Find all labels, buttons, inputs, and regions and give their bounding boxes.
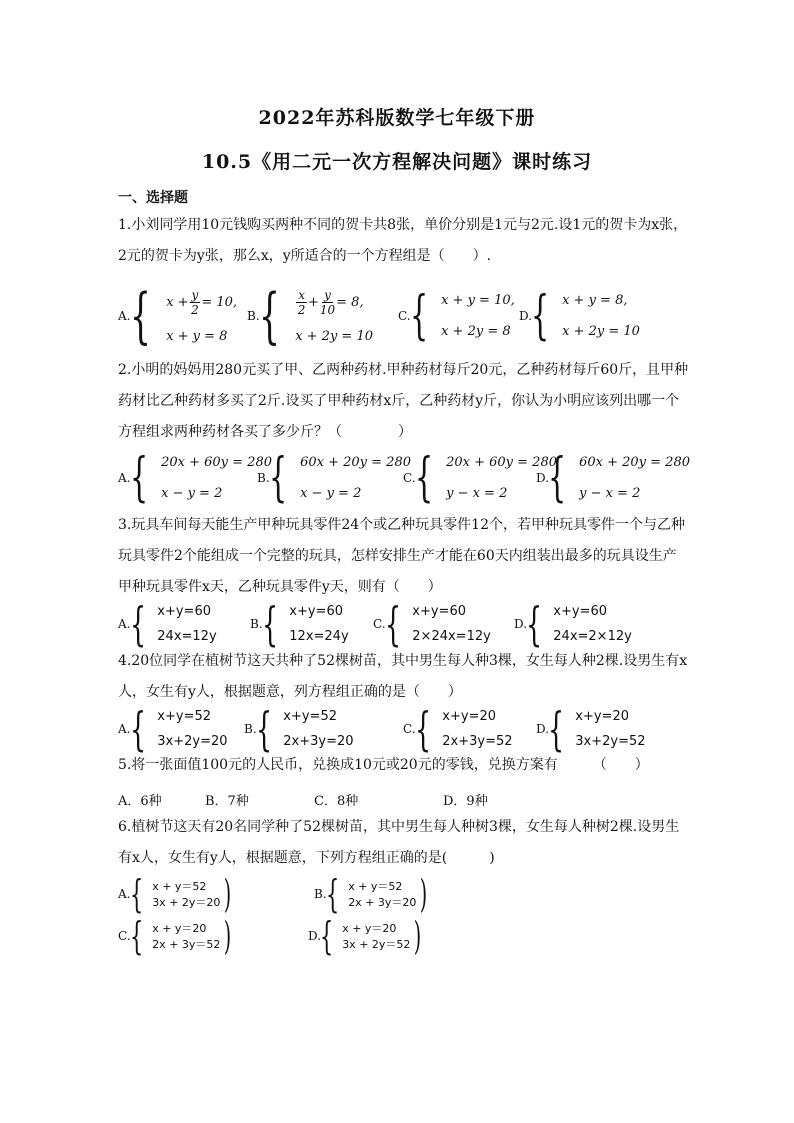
option-label: A. bbox=[118, 471, 131, 485]
question-5-options bbox=[118, 790, 518, 810]
question-3-options bbox=[118, 597, 638, 651]
option-label: A. bbox=[118, 887, 131, 901]
brace-icon: { bbox=[130, 702, 147, 756]
brace-icon: { bbox=[256, 702, 273, 756]
option-label: D. bbox=[536, 471, 550, 485]
paren-icon: ) bbox=[224, 872, 232, 916]
brace-icon: { bbox=[320, 914, 334, 958]
question-2-text: 2.小明的妈妈用280元买了甲、乙两种药材.甲种药材每斤20元，乙种药材每斤60斤，且甲种药材比乙种药材多买了2斤.设买了甲种药材x斤，乙种药材y斤，你认为小明应该列出哪一个方程组求两种药材各买了多少斤？（ ） bbox=[118, 362, 689, 440]
q4-option-a[interactable]: A. { x+y=52 3x+2y=20 bbox=[118, 702, 228, 756]
option-label: C. bbox=[403, 471, 416, 485]
q3-option-a[interactable]: A. { x+y=60 24x=12y bbox=[118, 597, 217, 651]
question-5-text: 5.将一张面值100元的人民币，兑换成10元或20元的零钱，兑换方案有 （ ） bbox=[118, 757, 649, 773]
q4-option-c[interactable]: C. { x+y=20 2x+3y=52 bbox=[403, 702, 513, 756]
brace-icon: { bbox=[130, 872, 144, 916]
brace-icon: { bbox=[269, 448, 288, 508]
q6-option-b[interactable]: B. { x + y＝52 2x + 3y＝20 ) bbox=[314, 872, 428, 916]
q6-option-c[interactable]: C. { x + y＝20 2x + 3y＝52 ) bbox=[118, 914, 232, 958]
q5-option-d[interactable]: D．9种 bbox=[443, 794, 488, 809]
brace-icon: { bbox=[130, 597, 147, 651]
brace-icon: { bbox=[130, 914, 144, 958]
brace-icon: { bbox=[531, 286, 550, 346]
brace-icon: { bbox=[385, 597, 402, 651]
option-label: D. bbox=[536, 722, 550, 736]
option-label: A. bbox=[118, 309, 131, 323]
q2-option-b[interactable]: B. { 60x + 20y = 280 x − y = 2 bbox=[257, 448, 411, 508]
brace-icon: { bbox=[410, 286, 429, 346]
question-1-text: 1.小刘同学用10元钱购买两种不同的贺卡共8张，单价分别是1元与2元.设1元的贺卡为x张，2元的贺卡为y张，那么x，y所适合的一个方程组是（ ）. bbox=[118, 217, 688, 264]
brace-icon: { bbox=[259, 281, 281, 351]
q2-option-a[interactable]: A. { 20x + 60y = 280 x − y = 2 bbox=[118, 448, 272, 508]
q5-option-c[interactable]: C．8种 bbox=[314, 794, 359, 809]
brace-icon: { bbox=[130, 448, 149, 508]
question-4-options bbox=[118, 702, 646, 756]
paren-icon: ) bbox=[420, 872, 428, 916]
option-label: C. bbox=[403, 722, 416, 736]
q5-option-b[interactable]: B．7种 bbox=[205, 794, 249, 809]
brace-icon: { bbox=[326, 872, 340, 916]
q1-option-c[interactable]: C. { x + y = 10, x + 2y = 8 bbox=[398, 286, 515, 346]
brace-icon: { bbox=[548, 702, 565, 756]
option-label: B. bbox=[257, 471, 270, 485]
question-3-text: 3.玩具车间每天能生产甲种玩具零件24个或乙种玩具零件12个，若甲种玩具零件一个与乙种玩具零件2个能组成一个完整的玩具，怎样安排生产才能在60天内组装出最多的玩具设生产甲种玩具零件x天，乙种玩具零件y天，则有（ ） bbox=[118, 517, 685, 595]
page-subtitle: 10.5《用二元一次方程解决问题》课时练习 bbox=[201, 151, 593, 173]
question-1-options bbox=[118, 281, 678, 351]
q2-option-d[interactable]: D. { 60x + 20y = 280 y − x = 2 bbox=[536, 448, 690, 508]
brace-icon: { bbox=[130, 281, 152, 351]
question-6-text: 6.植树节这天有20名同学种了52棵树苗，其中男生每人种树3棵，女生每人种树2棵.设男生有x人，女生有y人，根据题意，下列方程组正确的是( ) bbox=[118, 819, 680, 866]
option-label: C. bbox=[373, 617, 386, 631]
option-label: C. bbox=[398, 309, 411, 323]
paren-icon: ) bbox=[414, 914, 422, 958]
brace-icon: { bbox=[262, 597, 279, 651]
q3-option-d[interactable]: D. { x+y=60 24x=2×12y bbox=[514, 597, 632, 651]
question-4-text: 4.20位同学在植树节这天共种了52棵树苗，其中男生每人种3棵，女生每人种2棵.设男生有x人，女生有y人，根据题意，列方程组正确的是（ ） bbox=[118, 653, 688, 700]
q5-option-a[interactable]: A．6种 bbox=[118, 794, 162, 809]
option-label: D. bbox=[519, 309, 533, 323]
option-label: B. bbox=[250, 617, 263, 631]
q4-option-d[interactable]: D. { x+y=20 3x+2y=52 bbox=[536, 702, 646, 756]
option-label: A. bbox=[118, 617, 131, 631]
q3-option-c[interactable]: C. { x+y=60 2×24x=12y bbox=[373, 597, 491, 651]
option-label: B. bbox=[244, 722, 257, 736]
brace-icon: { bbox=[415, 448, 434, 508]
q6-option-a[interactable]: A. { x + y＝52 3x + 2y＝20 ) bbox=[118, 872, 232, 916]
option-label: B. bbox=[247, 309, 260, 323]
brace-icon: { bbox=[548, 448, 567, 508]
brace-icon: { bbox=[415, 702, 432, 756]
paren-icon: ) bbox=[224, 914, 232, 958]
section-heading: 一、选择题 bbox=[118, 190, 188, 206]
q1-option-d[interactable]: D. { x + y = 8, x + 2y = 10 bbox=[519, 286, 640, 346]
option-label: B. bbox=[314, 887, 327, 901]
q6-option-d[interactable]: D. { x + y＝20 3x + 2y＝52 ) bbox=[308, 914, 422, 958]
option-label: A. bbox=[118, 722, 131, 736]
q1-option-a[interactable]: A. { x + $\frac{y}{2}$ = 10, x + y = 8 bbox=[118, 281, 238, 351]
option-label: D. bbox=[308, 929, 322, 943]
q3-option-b[interactable]: B. { x+y=60 12x=24y bbox=[250, 597, 349, 651]
option-label: C. bbox=[118, 929, 131, 943]
question-6-options-row2 bbox=[118, 916, 448, 956]
q2-option-c[interactable]: C. { 20x + 60y = 280 y − x = 2 bbox=[403, 448, 557, 508]
question-2-options bbox=[118, 448, 690, 508]
brace-icon: { bbox=[526, 597, 543, 651]
question-6-options-row1 bbox=[118, 874, 448, 914]
q1-option-b[interactable]: B. { $\frac{x}{2}$ + $\frac{y}{10}$ = 8, x + 2y = 10 bbox=[247, 281, 373, 351]
q4-option-b[interactable]: B. { x+y=52 2x+3y=20 bbox=[244, 702, 354, 756]
option-label: D. bbox=[514, 617, 528, 631]
page-title: 2022年苏科版数学七年级下册 bbox=[258, 107, 536, 129]
